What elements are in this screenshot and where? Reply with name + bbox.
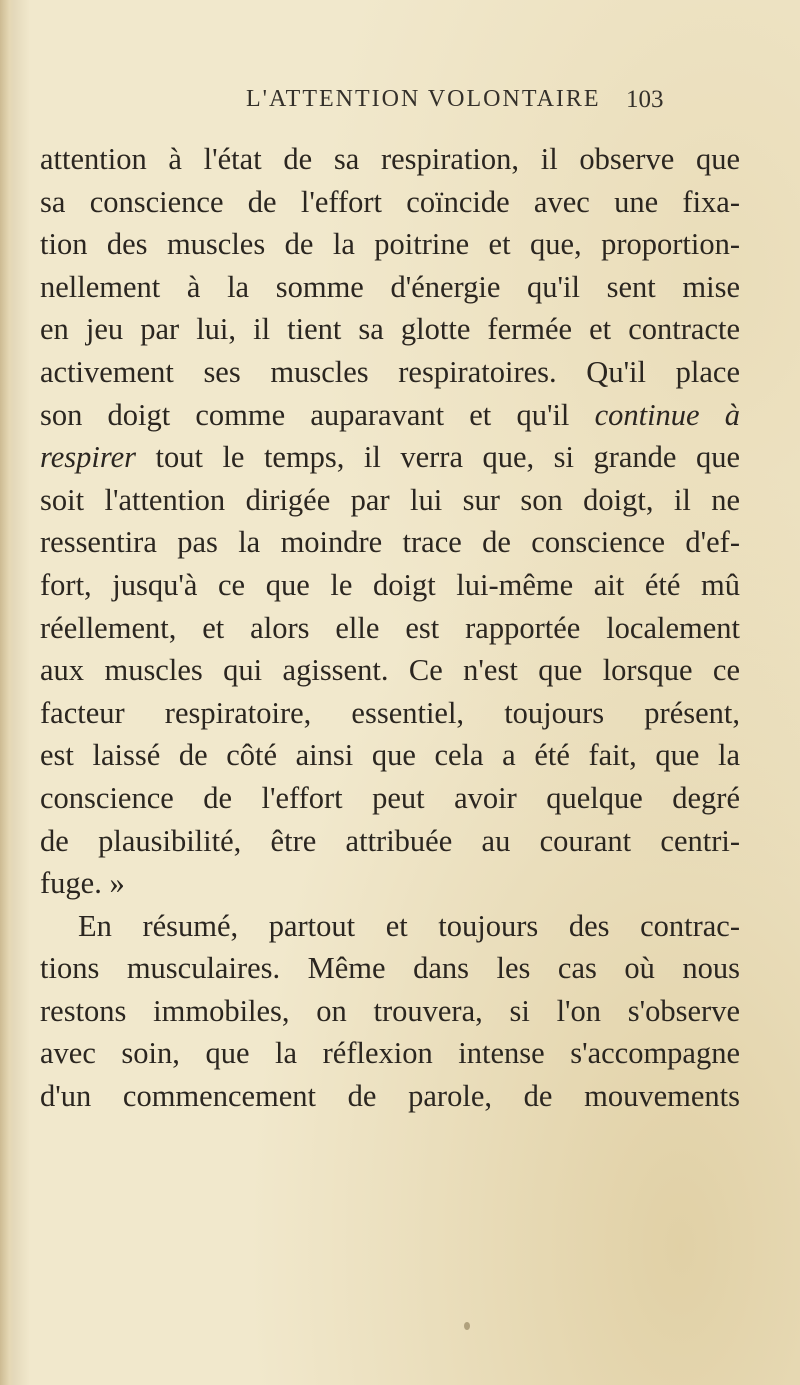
text-line: restons immobiles, on trouvera, si l'on s'observe: [40, 993, 740, 1028]
text-line: tions musculaires. Même dans les cas où nous: [40, 951, 740, 986]
text-line: sa conscience de l'effort coïncide avec une fixa-: [40, 184, 740, 219]
page-number: 103: [626, 86, 664, 113]
page-edge-shadow: [0, 0, 14, 1385]
text-line: est laissé de côté ainsi que cela a été fait, que la: [40, 738, 740, 773]
body-text: [40, 138, 740, 1118]
text-line: fort, jusqu'à ce que le doigt lui-même ait été mû: [40, 567, 740, 602]
text-line-with-italic: [40, 394, 740, 437]
text-line: attention à l'état de sa respiration, il observe que: [40, 142, 740, 176]
text-segment: son doigt comme auparavant et qu'il: [40, 397, 595, 432]
text-line: de plausibilité, être attribuée au courant centri-: [40, 823, 740, 858]
text-line: nellement à la somme d'énergie qu'il sent mise: [40, 269, 740, 304]
text-line: en jeu par lui, il tient sa glotte fermée et contracte: [40, 312, 740, 347]
text-line: soit l'attention dirigée par lui sur son doigt, il ne: [40, 482, 740, 517]
text-line-with-italic: [40, 436, 740, 479]
paragraph-first-line: En résumé, partout et toujours des contrac-: [78, 908, 740, 943]
italic-segment: respirer: [40, 440, 137, 475]
text-line: fuge. »: [40, 866, 125, 901]
text-line: avec soin, que la réflexion intense s'accompagne: [40, 1036, 740, 1071]
text-line: activement ses muscles respiratoires. Qu'il place: [40, 354, 740, 389]
text-line: d'un commencement de parole, de mouvements: [40, 1079, 740, 1114]
paper-speck: [464, 1322, 470, 1330]
text-line: conscience de l'effort peut avoir quelque degré: [40, 780, 740, 815]
text-line: ressentira pas la moindre trace de conscience d'ef-: [40, 525, 740, 560]
text-segment: tout le temps, il verra que, si grande que: [136, 440, 740, 475]
text-line: aux muscles qui agissent. Ce n'est que lorsque ce: [40, 653, 740, 688]
running-title: L'ATTENTION VOLONTAIRE: [246, 86, 601, 112]
text-line: tion des muscles de la poitrine et que, proportion-: [40, 227, 740, 262]
text-line: réellement, et alors elle est rapportée localement: [40, 610, 740, 645]
italic-segment: continue à: [594, 397, 740, 432]
text-line: facteur respiratoire, essentiel, toujours présent,: [40, 695, 740, 730]
running-head: [0, 86, 800, 126]
